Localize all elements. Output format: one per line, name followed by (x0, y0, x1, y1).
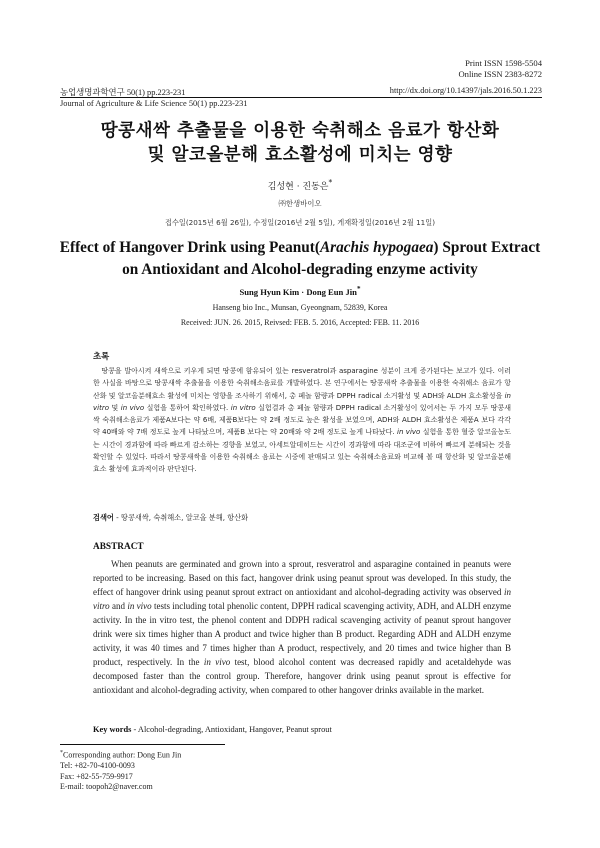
keywords-list-en: - Alcohol-degrading, Antioxidant, Hangover, Peanut sprout (131, 725, 332, 734)
contact-fax: Fax: +82-55-759-9917 (60, 771, 133, 781)
corresponding-mark: * (356, 285, 361, 293)
doi-link[interactable]: http://dx.doi.org/10.14397/jals.2016.50.1.223 (389, 86, 542, 95)
text-run: tests including total phenolic content, DPPH radical scavenging activity, ADH, and ALDH enzyme activity. In the in vitro test, the phenol content and DDPH radical scavenging activity of peanut sprout hangover drink were six times higher than A product and twice higher than B product. Regarding ADH and ALDH enzyme activity, it was 40 times and 7 times higher than A product, respectively, and 20 times and twice higher than B product, respectively. In the (93, 601, 511, 668)
title-en-part: Effect of Hangover Drink using Peanut( (59, 239, 320, 256)
text-run: 및 (109, 403, 121, 412)
author-names-en: Sung Hyun Kim · Dong Eun Jin (239, 286, 357, 297)
print-issn: Print ISSN 1598-5504 (465, 58, 542, 68)
author-names-ko: 김성현 · 진동은 (267, 182, 329, 192)
text-run: 땅콩을 발아시켜 새싹으로 키우게 되면 땅콩에 함유되어 있는 resveratrol과 asparagine 성분이 크게 증가된다는 보고가 있다. 이러한 사실을 바탕으로 땅콩새싹 추출물을 이용한 숙취해소음료를 개발하였다. 본 연구에서는 땅콩새싹 추출물을 이용한 숙취해소 음료가 항산화 및 알코올분해효소 활성에 미치는 영향을 조사하기 위해서, 총 페놀 함량과 DPPH radical 소거활성 및 ADH와 ALDH 효소활성을 (93, 367, 511, 400)
journal-citation-ko: 농업생명과학연구 50(1) pp.223-231 (60, 88, 186, 97)
corresponding-text: Corresponding author: Dong Eun Jin (63, 750, 182, 760)
dates-korean: 접수일(2015년 6월 26일), 수정일(2016년 2월 5일), 게재확정일(2016년 2월 11일) (165, 218, 435, 227)
keywords-label-ko: 검색어 (93, 513, 114, 522)
keywords-korean (93, 513, 511, 523)
authors-korean (0, 178, 600, 192)
italic-term: in vivo (203, 657, 231, 668)
keywords-list-ko: - 땅콩새싹, 숙취해소, 알코올 분해, 항산화 (113, 513, 249, 522)
abstract-english (93, 557, 511, 697)
journal-citation-en: Journal of Agriculture & Life Science 50(1) pp.223-231 (60, 99, 248, 108)
title-korean-line2: 및 알코올분해 효소활성에 미치는 영향 (147, 145, 453, 165)
running-header (60, 86, 542, 97)
dates-english: Received: JUN. 26. 2015, Reivsed: FEB. 5. 2016, Accepted: FEB. 11. 2016 (180, 318, 420, 327)
italic-term: in vitro (93, 391, 511, 412)
text-run: and (109, 601, 128, 612)
affiliation-korean: ㈜한생바이오 (278, 199, 322, 208)
footnote-mark: * (60, 750, 63, 756)
italic-term: in vitro (230, 403, 256, 412)
italic-term: in vivo (397, 428, 421, 437)
abstract-korean (93, 365, 511, 476)
keywords-label-en: Key words (93, 725, 132, 734)
title-en-part: ) Sprout Extract (433, 239, 541, 256)
title-korean-line1: 땅콩새싹 추출물을 이용한 숙취해소 음료가 항산화 (100, 121, 500, 141)
abstract-heading-en: ABSTRACT (93, 542, 144, 552)
keywords-english (93, 725, 511, 734)
text-run: 실험을 통한 혈중 알코올농도는 시간이 경과함에 따라 빠르게 감소하는 경향을 보였고, 아세트알데히드는 시간이 경과함에 따라 대조군에 비하여 빠르게 분해되는 것을 확인할 수 있었다. 따라서 땅콩새싹을 이용한 숙취해소 음료는 시중에 판매되고 있는 숙취해소음료와 비교해 볼 때 항산화 및 알코올분해효소 활성에 효과적이라 판단된다. (93, 428, 511, 474)
italic-term: in vivo (127, 601, 152, 612)
title-english (40, 237, 560, 281)
abstract-heading-ko: 초록 (93, 351, 110, 361)
title-korean (40, 119, 560, 167)
text-run: 실험을 통하여 확인하였다. (144, 403, 231, 412)
title-english-line1 (40, 237, 560, 259)
abstract-english-paragraph (93, 557, 511, 697)
title-english-line2: on Antioxidant and Alcohol-degrading enzyme activity (122, 261, 478, 278)
italic-term: in vitro (93, 587, 511, 612)
contact-tel: Tel: +82-70-4100-0093 (60, 761, 135, 771)
text-run: test, blood alcohol content was decreased rapidly and acetaldehyde was decomposed faster than the control group. Therefore, hangover drink using peanut sprout is effective for antioxidant and alcohol-degrading activity, when compared to other hangover drinks available in the market. (93, 657, 511, 696)
corresponding-mark: * (328, 178, 333, 187)
header-rule (60, 97, 542, 98)
footnote-rule (60, 744, 225, 745)
italic-term: in vivo (120, 403, 145, 412)
scientific-name: Arachis hypogaea (319, 239, 434, 256)
corresponding-author (60, 748, 181, 761)
text-run: 실험결과 총 페놀 함량과 DPPH radical 소거활성이 있어서는 두 가지 모두 땅콩새싹 숙취해소음료가 제품A보다는 약 6배, 제품B보다는 약 2배 정도로 높은 활성을 보였으며, ADH와 ALDH 효소활성은 제품A 보다 각각 약 40배와 약 7배 정도로 높게 나타났으며, 제품B 보다는 약 20배와 약 2배 정도로 높게 나타났다. (93, 403, 511, 437)
text-run: When peanuts are germinated and grown into a sprout, resveratrol and asparagine contained in peanuts were reported to be increasing. Based on this fact, hangover drink using peanut sprout was developed. In this study, the effect of hangover drink using peanut sprout extract on antioxidant and alcohol-degrading activity was observed (93, 559, 511, 598)
issn-block (458, 58, 542, 80)
abstract-korean-paragraph (93, 365, 511, 476)
affiliation-english: Hanseng bio Inc., Munsan, Gyeongnam, 52839, Korea (212, 303, 388, 312)
authors-english (0, 285, 600, 297)
contact-email[interactable]: E-mail: toopoh2@naver.com (60, 782, 153, 792)
footnote (60, 748, 181, 793)
online-issn: Online ISSN 2383-8272 (458, 69, 542, 79)
